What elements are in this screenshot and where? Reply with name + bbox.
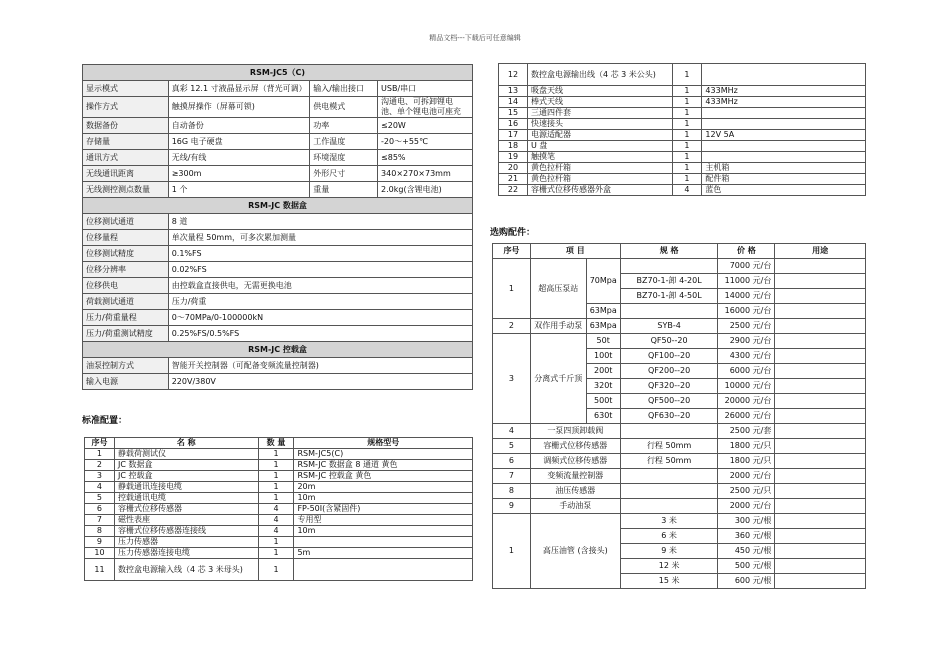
std-qty: 4 — [258, 515, 294, 526]
spec-row — [83, 150, 473, 166]
table-row — [85, 526, 473, 537]
opt-length: 3 米 — [620, 514, 718, 529]
opt-no: 9 — [493, 499, 531, 514]
table-row — [499, 163, 866, 174]
spec-value: 压力/荷重 — [168, 294, 472, 310]
std-qty: 1 — [672, 108, 702, 119]
opt-price: 300 元/根 — [718, 514, 775, 529]
opt-pressure: 63Mpa — [586, 319, 620, 334]
spec-value: 自动备份 — [168, 118, 310, 134]
opt-use — [775, 514, 866, 529]
std-qty: 1 — [258, 548, 294, 559]
spec-value: 340×270×73mm — [378, 166, 473, 182]
std-qty: 1 — [672, 119, 702, 130]
opt-use — [775, 559, 866, 574]
spec-row — [83, 81, 473, 97]
spec-value: 由控载盒直接供电，无需更换电池 — [168, 278, 472, 294]
spec-value: 单次量程 50mm，可多次累加测量 — [168, 230, 472, 246]
std-name: 容栅式位移传感器 — [114, 504, 258, 515]
std-name: 电源适配器 — [527, 130, 672, 141]
std-qty: 1 — [258, 471, 294, 482]
table-row — [499, 152, 866, 163]
opt-use — [775, 409, 866, 424]
opt-use — [775, 334, 866, 349]
std-name: 黄色拉杆箱 — [527, 163, 672, 174]
spec-label: 数据备份 — [83, 118, 169, 134]
opt-spec: 行程 50mm — [620, 439, 718, 454]
opt-price: 2500 元/只 — [718, 484, 775, 499]
std-qty: 1 — [258, 449, 294, 460]
table-row — [493, 514, 866, 529]
spec-value: ≥300m — [168, 166, 310, 182]
std-name: 磁性表座 — [114, 515, 258, 526]
opt-price: 2900 元/台 — [718, 334, 775, 349]
std-name: JC 控载盒 — [114, 471, 258, 482]
table-row — [493, 499, 866, 514]
opt-header-no: 序号 — [493, 244, 531, 259]
opt-item: 手动油泵 — [530, 499, 620, 514]
std-model: 10m — [294, 526, 473, 537]
std-name: 压力传感器 — [114, 537, 258, 548]
std-qty: 1 — [672, 97, 702, 108]
std-qty: 1 — [672, 64, 702, 86]
opt-spec: QF320--20 — [620, 379, 718, 394]
opt-no: 4 — [493, 424, 531, 439]
std-qty: 1 — [672, 130, 702, 141]
standard-table — [84, 437, 473, 581]
table-row — [85, 537, 473, 548]
std-qty: 4 — [258, 526, 294, 537]
spec-value: 0.25%FS/0.5%FS — [168, 326, 472, 342]
spec-value: 沟通电、可拆卸锂电池、单个锂电池可座充 — [378, 97, 473, 118]
opt-spec — [620, 424, 718, 439]
opt-no: 8 — [493, 484, 531, 499]
spec-row — [83, 166, 473, 182]
std-qty: 1 — [258, 559, 294, 581]
spec-value: 真彩 12.1 寸液晶显示屏（背光可调） — [168, 81, 310, 97]
std-name: 容栅式位移传感器连接线 — [114, 526, 258, 537]
std-header-model: 规格型号 — [294, 438, 473, 449]
spec-label: 输入/输出接口 — [310, 81, 378, 97]
opt-spec: QF500--20 — [620, 394, 718, 409]
opt-length: 9 米 — [620, 544, 718, 559]
std-model — [702, 64, 866, 86]
std-name: 吸盘天线 — [527, 86, 672, 97]
std-no: 17 — [499, 130, 528, 141]
std-name: 快速接头 — [527, 119, 672, 130]
spec-value: ≤85% — [378, 150, 473, 166]
table-row — [499, 141, 866, 152]
opt-spec: QF630--20 — [620, 409, 718, 424]
std-model: RSM-JC 控载盒 黄色 — [294, 471, 473, 482]
spec-value: 无线/有线 — [168, 150, 310, 166]
opt-price: 7000 元/台 — [718, 259, 775, 274]
opt-pressure: 63Mpa — [586, 304, 620, 319]
opt-item: 双作用手动泵 — [530, 319, 586, 334]
std-model: 433MHz — [702, 86, 866, 97]
std-qty: 1 — [258, 493, 294, 504]
table-row — [493, 439, 866, 454]
spec-label: 位移量程 — [83, 230, 169, 246]
table-row — [493, 454, 866, 469]
spec-label: 位移供电 — [83, 278, 169, 294]
opt-price: 10000 元/台 — [718, 379, 775, 394]
opt-use — [775, 574, 866, 589]
table-row — [499, 119, 866, 130]
table-row — [85, 559, 473, 581]
opt-price: 16000 元/台 — [718, 304, 775, 319]
opt-item: 高压油管 (含接头) — [530, 514, 620, 589]
spec-label: 功率 — [310, 118, 378, 134]
spec-label: 环境湿度 — [310, 150, 378, 166]
std-name: 控载通讯电缆 — [114, 493, 258, 504]
std-name: 棒式天线 — [527, 97, 672, 108]
opt-price: 4300 元/台 — [718, 349, 775, 364]
std-no: 7 — [85, 515, 115, 526]
std-qty: 1 — [672, 174, 702, 185]
spec-row — [83, 230, 473, 246]
opt-spec: BZ70-1-卸 4-50L — [620, 289, 718, 304]
spec-label: 压力/荷重测试精度 — [83, 326, 169, 342]
opt-use — [775, 424, 866, 439]
std-no: 15 — [499, 108, 528, 119]
spec-label: 无线测控测点数量 — [83, 182, 169, 198]
opt-header-item: 项 目 — [530, 244, 620, 259]
std-model: 蓝色 — [702, 185, 866, 196]
table-row — [499, 174, 866, 185]
opt-price: 450 元/根 — [718, 544, 775, 559]
opt-item: 容栅式位移传感器 — [530, 439, 620, 454]
std-name: 容栅式位移传感器外盒 — [527, 185, 672, 196]
spec-title-1: RSM-JC5（C) — [83, 65, 473, 81]
opt-item: 调频式位移传感器 — [530, 454, 620, 469]
spec-value: 0.02%FS — [168, 262, 472, 278]
opt-item: 超高压泵站 — [530, 259, 586, 319]
std-model — [702, 141, 866, 152]
std-no: 19 — [499, 152, 528, 163]
std-header-name: 名 称 — [114, 438, 258, 449]
std-qty: 4 — [672, 185, 702, 196]
opt-spec: SYB-4 — [620, 319, 718, 334]
table-row — [493, 334, 866, 349]
std-name: 静载荷测试仪 — [114, 449, 258, 460]
std-no: 5 — [85, 493, 115, 504]
opt-price: 500 元/根 — [718, 559, 775, 574]
std-name: 数控盒电源输入线（4 芯 3 米母头) — [114, 559, 258, 581]
opt-spec — [620, 469, 718, 484]
spec-row — [83, 214, 473, 230]
std-model: 主机箱 — [702, 163, 866, 174]
spec-value: 智能开关控制器（可配备变频流量控制器) — [168, 358, 472, 374]
opt-capacity: 100t — [586, 349, 620, 364]
table-row — [85, 471, 473, 482]
spec-label: 位移测试通道 — [83, 214, 169, 230]
opt-capacity: 320t — [586, 379, 620, 394]
opt-header-use: 用途 — [775, 244, 866, 259]
opt-use — [775, 499, 866, 514]
table-row — [493, 424, 866, 439]
opt-length: 15 米 — [620, 574, 718, 589]
std-qty: 4 — [258, 504, 294, 515]
std-no: 22 — [499, 185, 528, 196]
std-no: 20 — [499, 163, 528, 174]
table-row — [85, 493, 473, 504]
spec-row — [83, 97, 473, 118]
watermark-text: 精品文档---下载后可任意编辑 — [429, 34, 521, 42]
opt-spec: 行程 50mm — [620, 454, 718, 469]
table-row — [493, 469, 866, 484]
spec-value: 16G 电子硬盘 — [168, 134, 310, 150]
spec-row — [83, 134, 473, 150]
opt-length: 12 米 — [620, 559, 718, 574]
opt-capacity: 500t — [586, 394, 620, 409]
opt-no: 7 — [493, 469, 531, 484]
std-name: 静载通讯连接电缆 — [114, 482, 258, 493]
opt-spec — [620, 304, 718, 319]
opt-spec — [620, 499, 718, 514]
table-row — [499, 185, 866, 196]
table-row — [499, 86, 866, 97]
opt-spec — [620, 484, 718, 499]
opt-use — [775, 394, 866, 409]
spec-row — [83, 294, 473, 310]
std-no: 13 — [499, 86, 528, 97]
opt-price: 1800 元/只 — [718, 439, 775, 454]
spec-table — [82, 64, 473, 390]
std-model: FP-50I(含紧固件) — [294, 504, 473, 515]
opt-use — [775, 289, 866, 304]
table-row — [85, 515, 473, 526]
spec-label: 存储量 — [83, 134, 169, 150]
std-no: 16 — [499, 119, 528, 130]
spec-label: 显示模式 — [83, 81, 169, 97]
std-no: 3 — [85, 471, 115, 482]
std-name: 压力传感器连接电缆 — [114, 548, 258, 559]
opt-price: 6000 元/台 — [718, 364, 775, 379]
spec-value: 8 道 — [168, 214, 472, 230]
spec-row — [83, 182, 473, 198]
std-name: 黄色拉杆箱 — [527, 174, 672, 185]
opt-use — [775, 484, 866, 499]
spec-value: USB/串口 — [378, 81, 473, 97]
opt-price: 14000 元/台 — [718, 289, 775, 304]
std-qty: 1 — [672, 141, 702, 152]
spec-value: -20～+55℃ — [378, 134, 473, 150]
opt-spec: BZ70-1-卸 4-20L — [620, 274, 718, 289]
opt-price: 2000 元/台 — [718, 469, 775, 484]
spec-label: 输入电源 — [83, 374, 169, 390]
std-qty: 1 — [258, 482, 294, 493]
opt-item: 油压传感器 — [530, 484, 620, 499]
std-model: 5m — [294, 548, 473, 559]
table-row — [499, 97, 866, 108]
opt-use — [775, 364, 866, 379]
opt-spec — [620, 259, 718, 274]
table-row — [85, 548, 473, 559]
std-no: 9 — [85, 537, 115, 548]
std-no: 12 — [499, 64, 528, 86]
std-model — [294, 559, 473, 581]
std-no: 1 — [85, 449, 115, 460]
opt-item: 一泵四顶卸载阀 — [530, 424, 620, 439]
spec-row — [83, 374, 473, 390]
std-no: 18 — [499, 141, 528, 152]
opt-no: 2 — [493, 319, 531, 334]
spec-value: 220V/380V — [168, 374, 472, 390]
std-model: 20m — [294, 482, 473, 493]
std-qty: 1 — [672, 152, 702, 163]
std-qty: 1 — [672, 163, 702, 174]
opt-use — [775, 304, 866, 319]
table-row — [85, 449, 473, 460]
std-qty: 1 — [672, 86, 702, 97]
opt-price: 360 元/根 — [718, 529, 775, 544]
spec-title-3: RSM-JC 控载盒 — [83, 342, 473, 358]
std-model: 配件箱 — [702, 174, 866, 185]
spec-label: 油泵控制方式 — [83, 358, 169, 374]
spec-label: 操作方式 — [83, 97, 169, 118]
spec-label: 工作温度 — [310, 134, 378, 150]
opt-no: 1 — [493, 259, 531, 319]
std-model: 10m — [294, 493, 473, 504]
opt-header-spec: 规 格 — [620, 244, 718, 259]
opt-use — [775, 379, 866, 394]
spec-label: 荷载测试通道 — [83, 294, 169, 310]
spec-value: 0.1%FS — [168, 246, 472, 262]
std-name: 触摸笔 — [527, 152, 672, 163]
spec-title-2: RSM-JC 数据盒 — [83, 198, 473, 214]
opt-spec: QF200--20 — [620, 364, 718, 379]
table-row — [85, 482, 473, 493]
opt-no: 1 — [493, 514, 531, 589]
opt-price: 600 元/根 — [718, 574, 775, 589]
standard-heading: 标准配置： — [82, 416, 128, 426]
spec-label: 位移分辨率 — [83, 262, 169, 278]
std-header-qty: 数 量 — [258, 438, 294, 449]
std-no: 11 — [85, 559, 115, 581]
opt-pressure: 70Mpa — [586, 259, 620, 304]
spec-value: 2.0kg(含锂电池) — [378, 182, 473, 198]
opt-length: 6 米 — [620, 529, 718, 544]
std-qty: 1 — [258, 537, 294, 548]
std-model — [702, 119, 866, 130]
opt-spec: QF100--20 — [620, 349, 718, 364]
std-no: 6 — [85, 504, 115, 515]
spec-value: 触摸屏操作（屏幕可锁) — [168, 97, 310, 118]
opt-price: 2500 元/套 — [718, 424, 775, 439]
spec-label: 重量 — [310, 182, 378, 198]
std-name: JC 数据盒 — [114, 460, 258, 471]
opt-price: 2000 元/台 — [718, 499, 775, 514]
spec-label: 位移测试精度 — [83, 246, 169, 262]
opt-capacity: 50t — [586, 334, 620, 349]
opt-use — [775, 349, 866, 364]
opt-use — [775, 259, 866, 274]
opt-header-price: 价 格 — [718, 244, 775, 259]
table-row — [493, 484, 866, 499]
table-row — [499, 108, 866, 119]
std-model: RSM-JC 数据盒 8 通道 黄色 — [294, 460, 473, 471]
spec-row — [83, 262, 473, 278]
opt-capacity: 200t — [586, 364, 620, 379]
std-no: 10 — [85, 548, 115, 559]
spec-row — [83, 310, 473, 326]
spec-row — [83, 246, 473, 262]
opt-no: 5 — [493, 439, 531, 454]
std-name: U 盘 — [527, 141, 672, 152]
opt-price: 26000 元/台 — [718, 409, 775, 424]
opt-use — [775, 544, 866, 559]
std-no: 2 — [85, 460, 115, 471]
std-no: 21 — [499, 174, 528, 185]
spec-label: 外形尺寸 — [310, 166, 378, 182]
opt-use — [775, 439, 866, 454]
std-no: 14 — [499, 97, 528, 108]
optional-table — [492, 243, 866, 589]
std-header-no: 序号 — [85, 438, 115, 449]
spec-label: 供电模式 — [310, 97, 378, 118]
table-row — [85, 460, 473, 471]
spec-value: 0～70MPa/0-100000kN — [168, 310, 472, 326]
std-model: 433MHz — [702, 97, 866, 108]
spec-row — [83, 326, 473, 342]
std-qty: 1 — [258, 460, 294, 471]
optional-heading: 选购配件： — [490, 228, 536, 238]
std-no: 4 — [85, 482, 115, 493]
opt-no: 3 — [493, 334, 531, 424]
opt-use — [775, 529, 866, 544]
spec-row — [83, 358, 473, 374]
std-no: 8 — [85, 526, 115, 537]
spec-value: 1 个 — [168, 182, 310, 198]
table-row — [499, 64, 866, 86]
std-name: 三通四件套 — [527, 108, 672, 119]
opt-use — [775, 274, 866, 289]
opt-use — [775, 319, 866, 334]
table-row — [499, 130, 866, 141]
standard-table-cont — [498, 63, 866, 196]
opt-item: 变频流量控制器 — [530, 469, 620, 484]
std-model — [702, 152, 866, 163]
spec-row — [83, 278, 473, 294]
std-model — [294, 537, 473, 548]
std-model — [702, 108, 866, 119]
opt-price: 2500 元/台 — [718, 319, 775, 334]
spec-label: 通讯方式 — [83, 150, 169, 166]
opt-spec: QF50--20 — [620, 334, 718, 349]
spec-label: 压力/荷重量程 — [83, 310, 169, 326]
table-row — [85, 504, 473, 515]
opt-item: 分离式千斤顶 — [530, 334, 586, 424]
spec-value: ≤20W — [378, 118, 473, 134]
std-model: 专用型 — [294, 515, 473, 526]
spec-row — [83, 118, 473, 134]
opt-use — [775, 469, 866, 484]
opt-capacity: 630t — [586, 409, 620, 424]
std-model: RSM-JC5(C) — [294, 449, 473, 460]
opt-price: 11000 元/台 — [718, 274, 775, 289]
opt-price: 20000 元/台 — [718, 394, 775, 409]
opt-no: 6 — [493, 454, 531, 469]
spec-label: 无线通讯距离 — [83, 166, 169, 182]
opt-use — [775, 454, 866, 469]
std-name: 数控盒电源输出线（4 芯 3 米公头) — [527, 64, 672, 86]
std-model: 12V 5A — [702, 130, 866, 141]
opt-price: 1800 元/只 — [718, 454, 775, 469]
